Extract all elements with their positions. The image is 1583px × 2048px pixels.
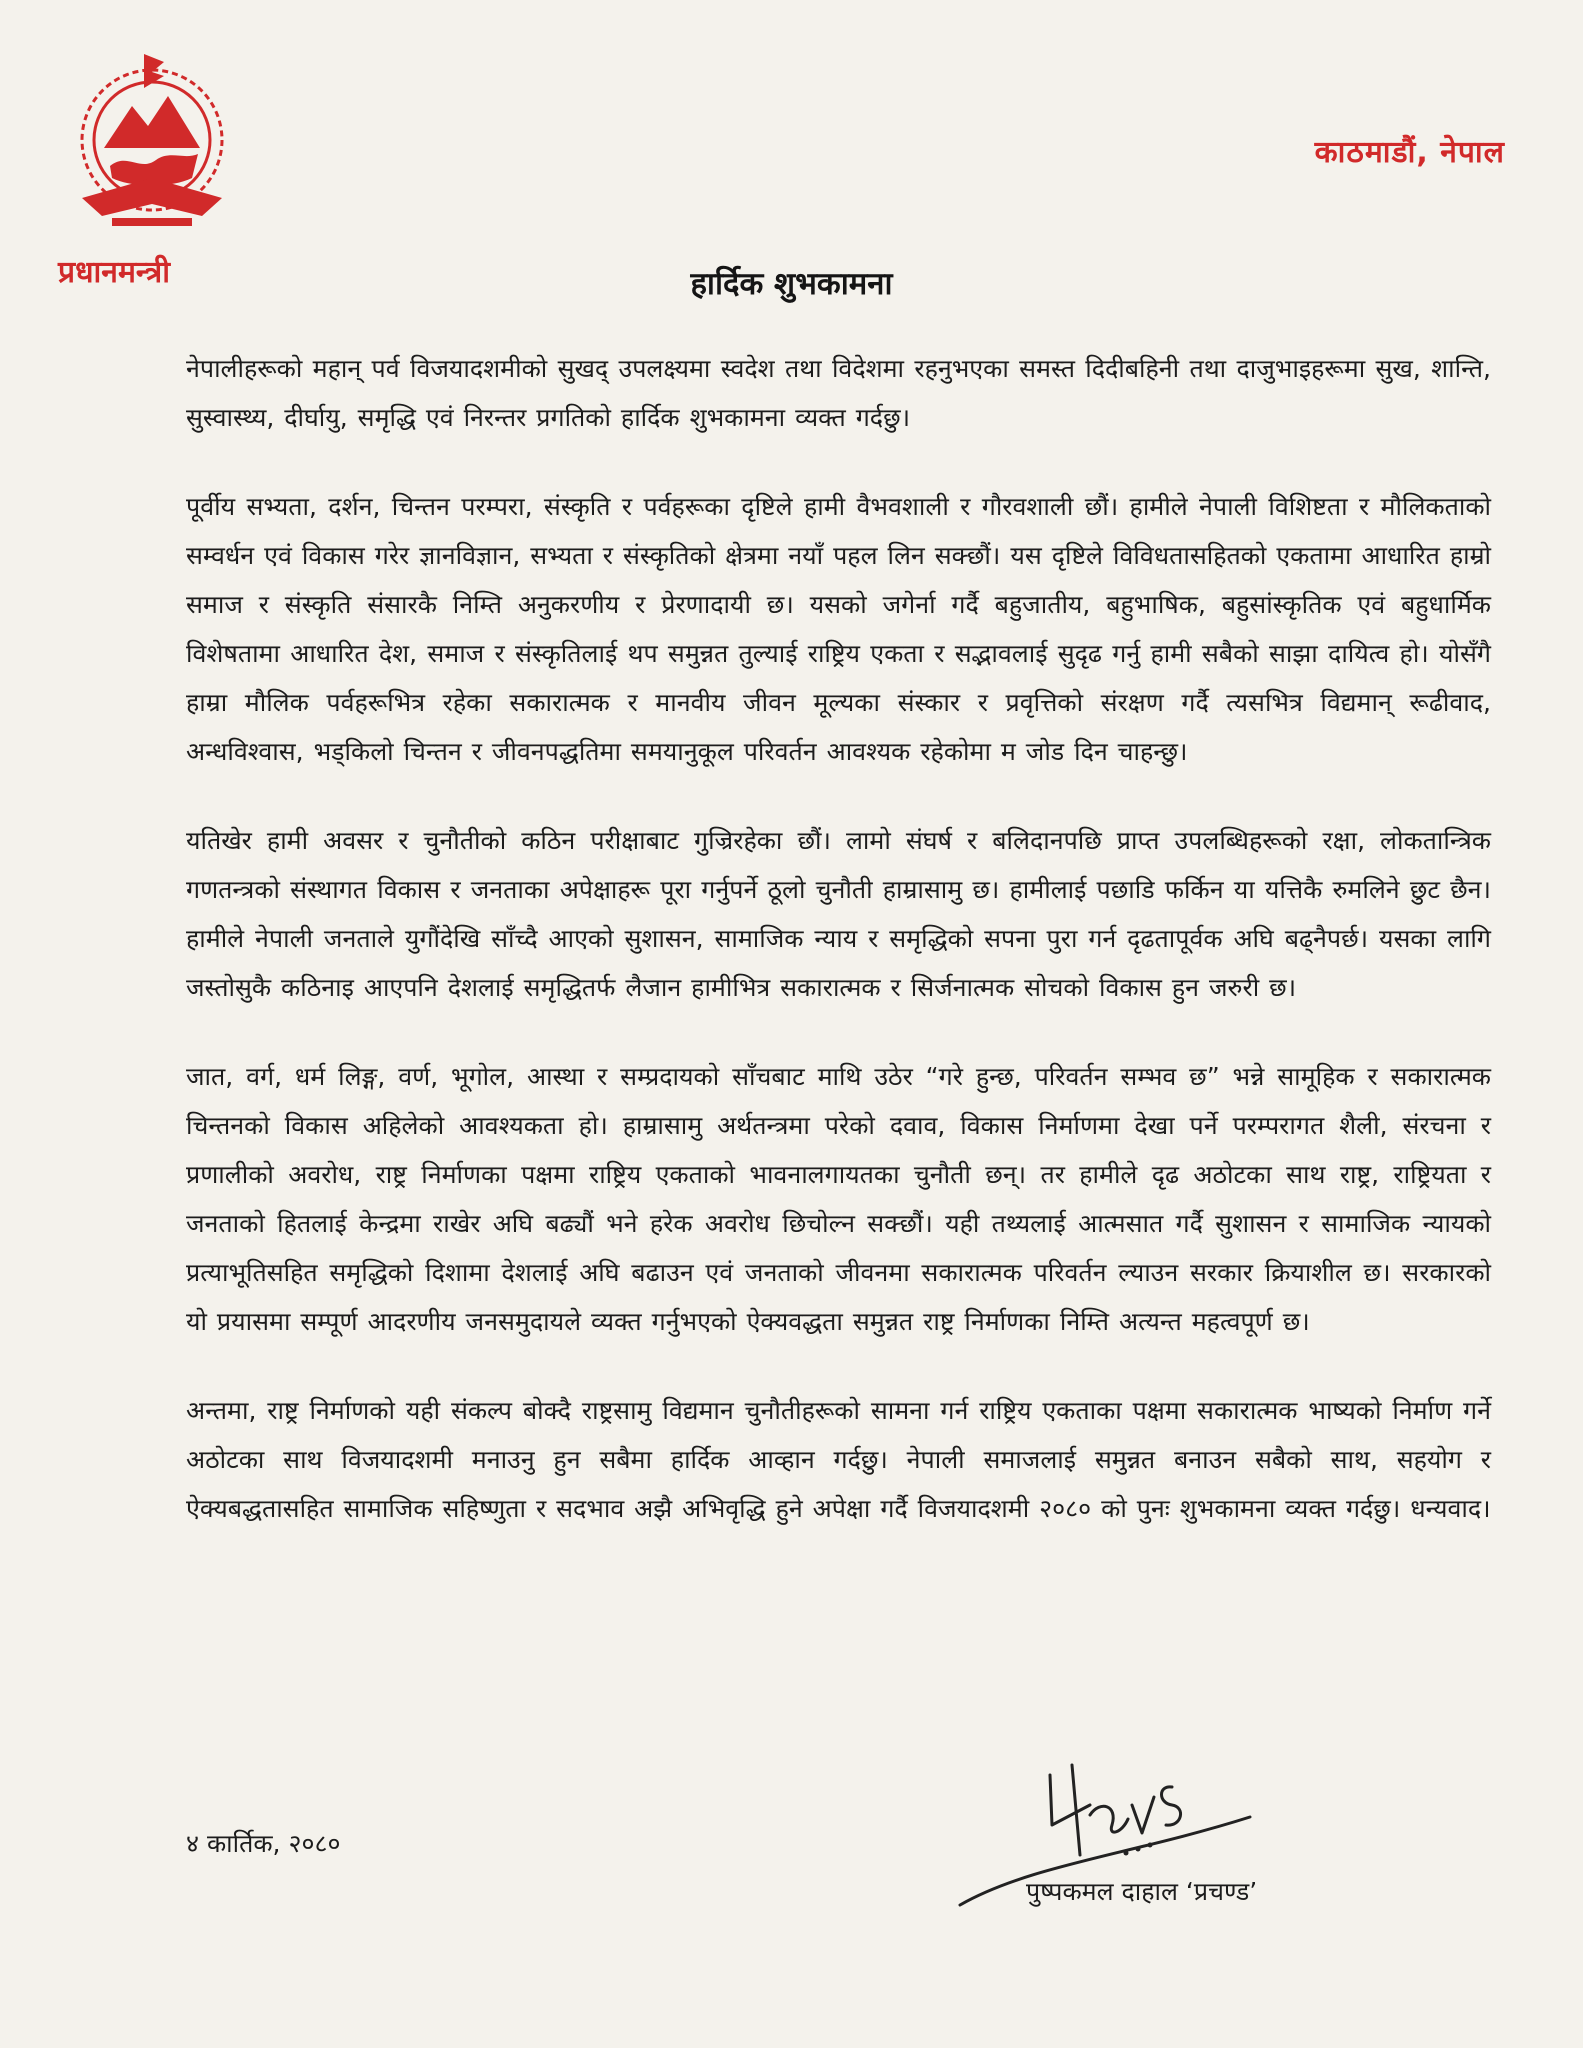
paragraph: अन्तमा, राष्ट्र निर्माणको यही संकल्प बोक्दै राष्ट्रसामु विद्यमान चुनौतीहरूको सामना गर्न राष्ट्रिय एकताका पक्षमा सकारात्मक भाष्यको निर्माण गर्ने अठोटका साथ विजयादशमी मनाउनु हुन सबैमा हार्दिक आव्हान गर्दछु। नेपाली समाजलाई समुन्नत बनाउन सबैको साथ, सहयोग र ऐक्यबद्धतासहित सामाजिक सहिष्णुता र सदभाव अझै अभिवृद्धि हुने अपेक्षा गर्दै विजयादशमी २०८० को पुनः शुभकामना व्यक्त गर्दछु। धन्यवाद। [186, 1396, 1491, 1523]
paragraph: नेपालीहरूको महान् पर्व विजयादशमीको सुखद् उपलक्ष्यमा स्वदेश तथा विदेशमा रहनुभएका समस्त दिदीबहिनी तथा दाजुभाइहरूमा सुख, शान्ति, सुस्वास्थ्य, दीर्घायु, समृद्धि एवं निरन्तर प्रगतिको हार्दिक शुभकामना व्यक्त गर्दछु। [186, 354, 1491, 432]
letter-date: ४ कार्तिक, २०८० [186, 1829, 341, 1858]
nepal-emblem-icon [52, 48, 252, 238]
signer-name: पुष्पकमल दाहाल ‘प्रचण्ड’ [1026, 1877, 1258, 1906]
letter-body [186, 344, 1491, 1573]
paragraph: जात, वर्ग, धर्म लिङ्ग, वर्ण, भूगोल, आस्था र सम्प्रदायको साँचबाट माथि उठेर “गरे हुन्छ, परिवर्तन सम्भव छ” भन्ने सामूहिक र सकारात्मक चिन्तनको विकास अहिलेको आवश्यकता हो। हाम्रासामु अर्थतन्त्रमा परेको दवाव, विकास निर्माणमा देखा पर्ने परम्परागत शैली, संरचना र प्रणालीको अवरोध, राष्ट्र निर्माणका पक्षमा राष्ट्रिय एकताको भावनालगायतका चुनौती छन्। तर हामीले दृढ अठोटका साथ राष्ट्र, राष्ट्रियता र जनताको हितलाई केन्द्रमा राखेर अघि बढ्यौं भने हरेक अवरोध छिचोल्न सक्छौं। यही तथ्यलाई आत्मसात गर्दै सुशासन र सामाजिक न्यायको प्रत्याभूतिसहित समृद्धिको दिशामा देशलाई अघि बढाउन एवं जनताको जीवनमा सकारात्मक परिवर्तन ल्याउन सरकार क्रियाशील छ। सरकारको यो प्रयासमा सम्पूर्ण आदरणीय जनसमुदायले व्यक्त गर्नुभएको ऐक्यवद्धता समुन्नत राष्ट्र निर्माणका निम्ति अत्यन्त महत्वपूर्ण छ। [186, 1062, 1491, 1336]
office-title: प्रधानमन्त्री [58, 255, 170, 290]
paragraph: पूर्वीय सभ्यता, दर्शन, चिन्तन परम्परा, संस्कृति र पर्वहरूका दृष्टिले हामी वैभवशाली र गौरवशाली छौं। हामीले नेपाली विशिष्टता र मौलिकताको सम्वर्धन एवं विकास गरेर ज्ञानविज्ञान, सभ्यता र संस्कृतिको क्षेत्रमा नयाँ पहल लिन सक्छौं। यस दृष्टिले विविधतासहितको एकतामा आधारित हाम्रो समाज र संस्कृति संसारकै निम्ति अनुकरणीय र प्रेरणादायी छ। यसको जगेर्ना गर्दै बहुजातीय, बहुभाषिक, बहुसांस्कृतिक एवं बहुधार्मिक विशेषतामा आधारित देश, समाज र संस्कृतिलाई थप समुन्नत तुल्याई राष्ट्रिय एकता र सद्भावलाई सुदृढ गर्नु हामी सबैको साझा दायित्व हो। योसँगै हाम्रा मौलिक पर्वहरूभित्र रहेका सकारात्मक र मानवीय जीवन मूल्यका संस्कार र प्रवृत्तिको संरक्षण गर्दै त्यसभित्र विद्यमान् रूढीवाद, अन्धविश्वास, भड्किलो चिन्तन र जीवनपद्धतिमा समयानुकूल परिवर्तन आवश्यक रहेकोमा म जोड दिन चाहन्छु। [186, 492, 1491, 766]
place-label: काठमाडौं, नेपाल [1314, 135, 1505, 170]
letter-title: हार्दिक शुभकामना [690, 266, 893, 302]
paragraph: यतिखेर हामी अवसर र चुनौतीको कठिन परीक्षाबाट गुज्रिरहेका छौं। लामो संघर्ष र बलिदानपछि प्राप्त उपलब्धिहरूको रक्षा, लोकतान्त्रिक गणतन्त्रको संस्थागत विकास र जनताका अपेक्षाहरू पूरा गर्नुपर्ने ठूलो चुनौती हाम्रासामु छ। हामीलाई पछाडि फर्किन या यत्तिकै रुमलिने छुट छैन। हामीले नेपाली जनताले युगौंदेखि साँच्दै आएको सुशासन, सामाजिक न्याय र समृद्धिको सपना पुरा गर्न दृढतापूर्वक अघि बढ्नैपर्छ। यसका लागि जस्तोसुकै कठिनाइ आएपनि देशलाई समृद्धितर्फ लैजान हामीभित्र सकारात्मक र सिर्जनात्मक सोचको विकास हुन जरुरी छ। [186, 826, 1491, 1002]
